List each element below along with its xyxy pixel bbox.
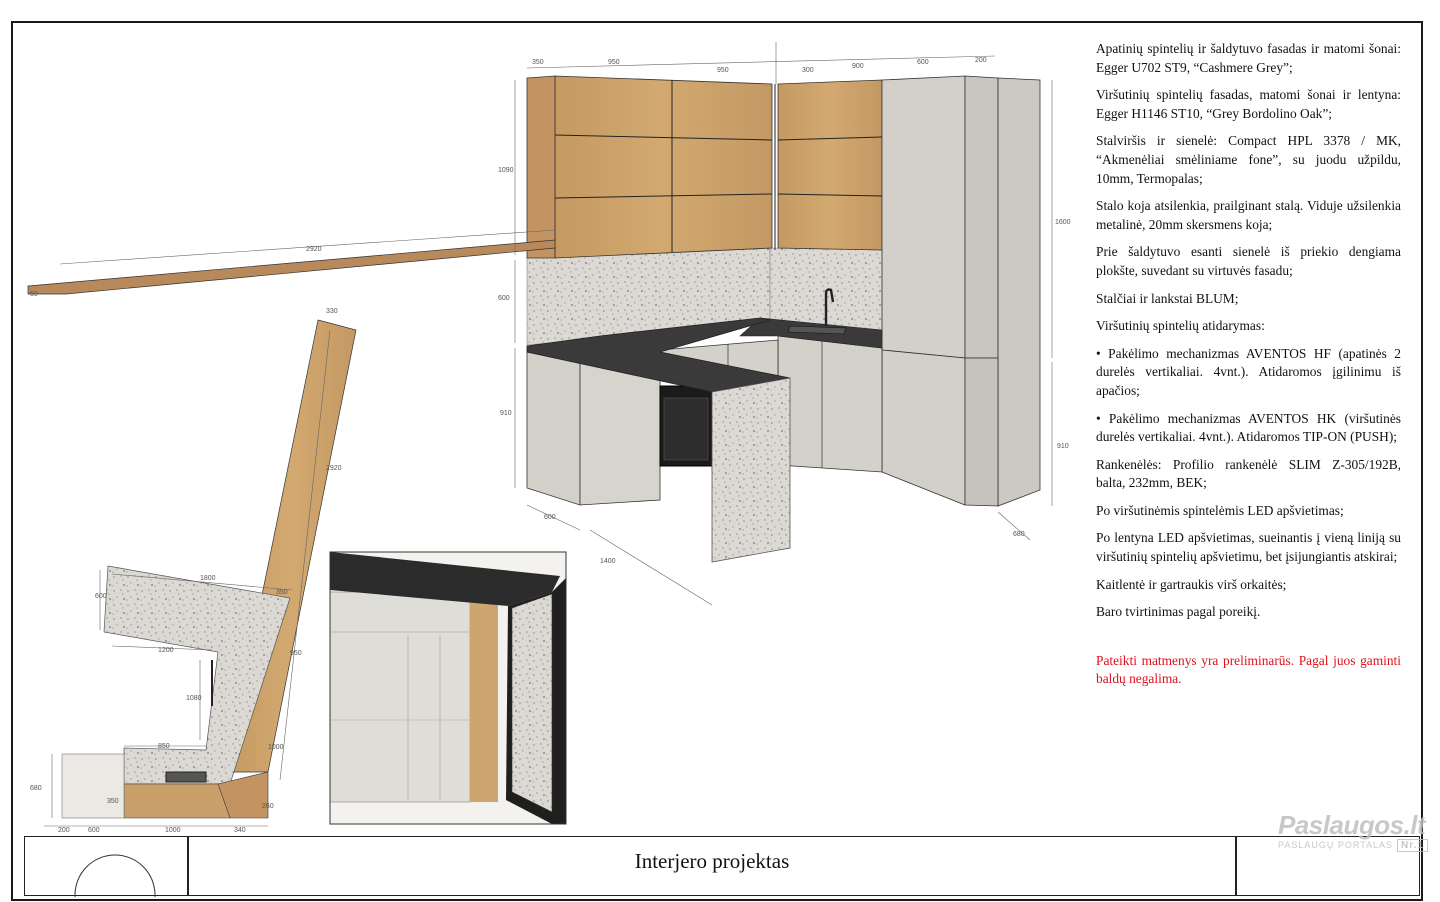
plan-hob (166, 772, 206, 782)
logo-circle-icon (25, 837, 189, 897)
dim-fridge-d: 680 (1013, 531, 1025, 538)
project-title: Interjero projektas (634, 849, 790, 873)
note-6: Stalčiai ir lankstai BLUM; (1096, 290, 1239, 306)
dim-backsplash-h: 600 (498, 295, 510, 302)
plan-dim-350a: 350 (276, 589, 288, 596)
note-14: Baro tvirtinimas pagal poreikį. (1096, 604, 1261, 620)
watermark (1278, 810, 1428, 852)
plan-dim-1200: 1200 (158, 647, 174, 654)
plan-dim-680: 680 (30, 785, 42, 792)
dim-shelf-end: 50 (30, 291, 38, 298)
note-9: • Pakėlimo mechanizmas AVENTOS HK (viršutinės durelės vertikaliai. 4vnt.). Atidaromos TIP-ON (PUSH); (1096, 410, 1401, 445)
fridge-column-side (965, 76, 998, 358)
dim-depth-left: 600 (544, 514, 556, 521)
note-5: Prie šaldytuvo esanti sienelė iš priekio dengiama plokšte, suvedant su virtuvės fasadu; (1096, 244, 1401, 278)
watermark-sub (1278, 839, 1428, 852)
plan-dim-1000v: 1000 (268, 744, 284, 751)
title-block (22, 836, 1420, 896)
plan-dim-b200: 200 (58, 827, 70, 834)
base-cabinets-left (527, 350, 580, 505)
fridge-lower-front (882, 350, 965, 505)
logo-cell (24, 836, 188, 896)
plan-dim-330: 330 (326, 308, 338, 315)
watermark-nr: Nr.1 (1397, 839, 1428, 852)
bar-detail-view (330, 552, 566, 824)
watermark-sub-text: PASLAUGŲ PORTALAS (1278, 840, 1394, 850)
note-7: Viršutinių spintelių atidarymas: (1096, 318, 1265, 334)
plan-dim-260: 260 (262, 803, 274, 810)
bar-leg (712, 378, 790, 562)
dim-bar-len: 1400 (600, 558, 616, 565)
plan-dim-1080: 1080 (186, 695, 202, 702)
plan-dim-1800: 1800 (200, 575, 216, 582)
plan-dim-600: 600 (95, 593, 107, 600)
dim-top-5: 600 (917, 59, 929, 66)
note-11: Po viršutinėmis spintelėmis LED apšvietimas; (1096, 502, 1344, 518)
watermark-main: Paslaugos.lt (1278, 810, 1426, 840)
dim-shelf: 2920 (306, 246, 322, 253)
upper-cabinets-left (555, 76, 772, 258)
base-cabinets-right (778, 336, 882, 472)
dim-top-4: 900 (852, 63, 864, 70)
dim-top-3: 300 (802, 67, 814, 74)
plan-dim-2920: 2920 (326, 465, 342, 472)
dim-top-6: 200 (975, 57, 987, 64)
plan-dim-850: 850 (158, 743, 170, 750)
plan-dim-b600: 600 (88, 827, 100, 834)
dim-fridge-h: 1600 (1055, 219, 1071, 226)
upper-cabinets-right (778, 80, 882, 250)
base-cabinets-left-front (580, 362, 660, 505)
plan-dim-950: 950 (290, 650, 302, 657)
plan-dim-b1000: 1000 (165, 827, 181, 834)
plan-base-front (124, 784, 230, 818)
note-1: Apatinių spintelių ir šaldytuvo fasadas ir matomi šonai: Egger U702 ST9, “Cashmere Grey”; (1096, 41, 1401, 75)
note-10: Rankenėlės: Profilio rankenėlė SLIM Z-305/192B, balta, 232mm, BEK; (1096, 456, 1401, 491)
note-3: Stalviršis ir sienelė: Compact HPL 3378 / MK, “Akmenėliai smėliniame fone”, su juodu užpildu, 10mm, Termopalas; (1096, 133, 1401, 186)
plan-dim-350b: 350 (107, 798, 119, 805)
fridge-wall-panel (998, 78, 1040, 506)
dim-fridge-base-h: 910 (1057, 443, 1069, 450)
note-2: Viršutinių spintelių fasadas, matomi šonai ir lentyna: Egger H1146 ST10, “Grey Bordolino Oak”; (1096, 87, 1401, 121)
fridge-column-front (882, 76, 965, 358)
dim-top-1: 950 (608, 59, 620, 66)
plan-dim-b340: 340 (234, 827, 246, 834)
title-cell (188, 836, 1236, 896)
specification-notes (1096, 40, 1401, 698)
dim-upper-h: 1090 (498, 167, 514, 174)
dim-top-2: 950 (717, 67, 729, 74)
note-12: Po lentyna LED apšvietimas, sueinantis į vieną liniją su viršutinių spintelių apšvietimu, bet įsijungiantis atskirai; (1096, 530, 1401, 565)
dim-base-h: 910 (500, 410, 512, 417)
upper-side-panel (527, 76, 555, 258)
plan-fridge-side (62, 754, 124, 818)
dim-top-0: 350 (532, 59, 544, 66)
note-8: • Pakėlimo mechanizmas AVENTOS HF (apatinės 2 durelės vertikaliai. 4vnt.). Atidaromos įgilinimu iš apačios; (1096, 345, 1401, 398)
note-4: Stalo koja atsilenkia, prailginant stalą. Viduje užsilenkia metalinė, 20mm skersmens koja; (1096, 198, 1401, 232)
note-13: Kaitlentė ir gartraukis virš orkaitės; (1096, 576, 1287, 592)
fridge-lower-side (965, 358, 998, 506)
warning-note: Pateikti matmenys yra preliminarūs. Pagal juos gaminti baldų negalima. (1096, 652, 1401, 687)
